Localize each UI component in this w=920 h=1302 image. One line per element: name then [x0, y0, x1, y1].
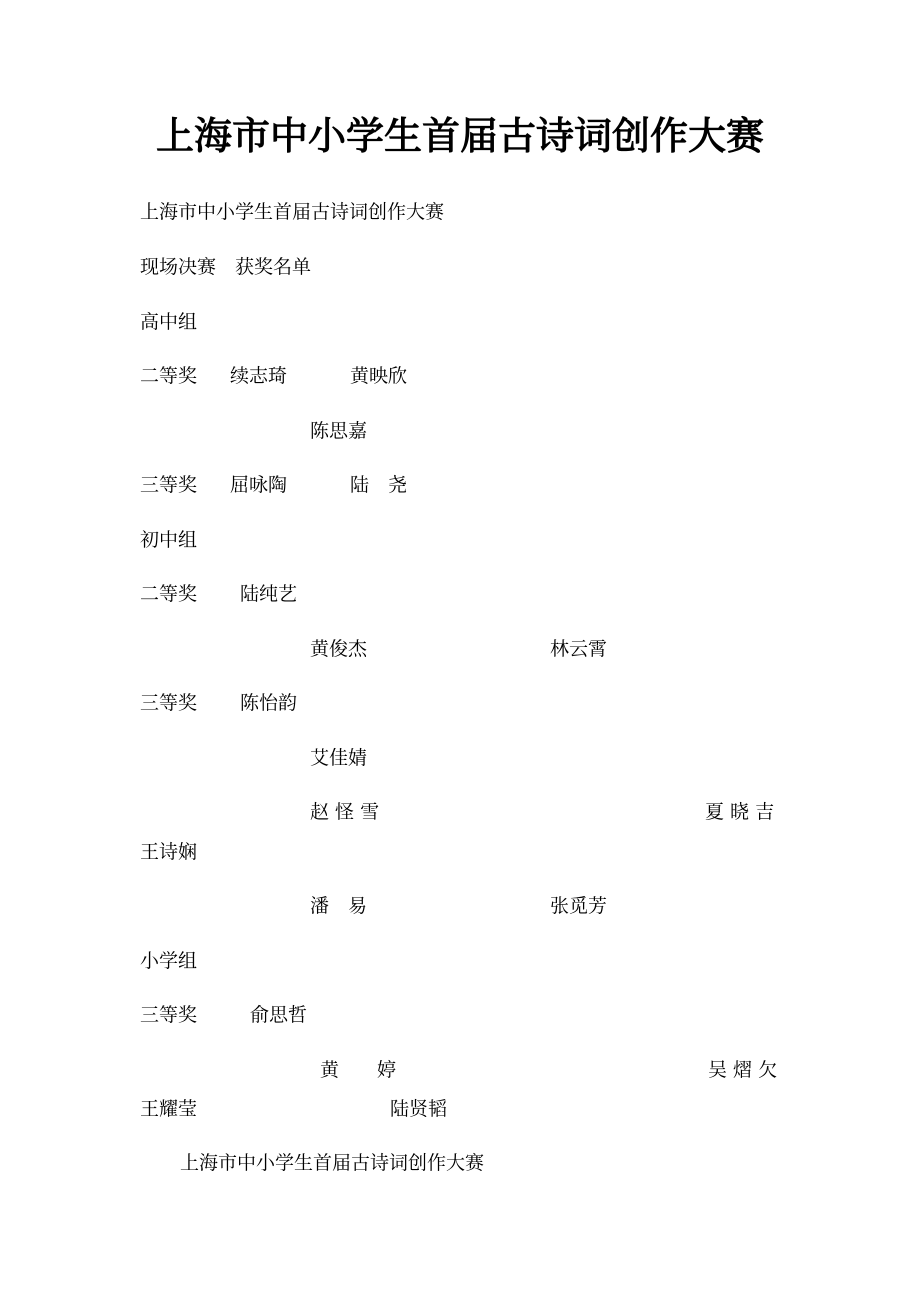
prize-label-third: 三等奖 [140, 692, 198, 714]
winner-name: 黄俊杰 [310, 638, 368, 660]
winner-name: 夏 晓 吉 [705, 801, 775, 823]
list-heading: 现场决赛 获奖名单 [140, 256, 312, 278]
winner-name: 艾佳婧 [310, 747, 368, 769]
winner-name: 王耀莹 [140, 1098, 198, 1120]
prize-label-second: 二等奖 [140, 583, 198, 605]
winner-name: 俞思哲 [250, 1004, 308, 1026]
prize-label-third: 三等奖 [140, 1004, 198, 1026]
winner-name: 张觅芳 [550, 895, 608, 917]
competition-name: 上海市中小学生首届古诗词创作大赛 [140, 201, 445, 223]
winner-name: 潘 易 [310, 895, 368, 917]
winner-name: 陆贤韬 [390, 1098, 448, 1120]
winner-name: 赵 怪 雪 [310, 801, 380, 823]
footer-text: 上海市中小学生首届古诗词创作大赛 [180, 1152, 485, 1174]
group-junior-high: 初中组 [140, 529, 198, 551]
winner-name: 陈怡韵 [240, 692, 298, 714]
group-primary: 小学组 [140, 950, 198, 972]
document-title: 上海市中小学生首届古诗词创作大赛 [155, 113, 764, 158]
winner-name: 林云霄 [550, 638, 608, 660]
winner-name: 陆 尧 [350, 474, 408, 496]
winner-name: 王诗娴 [140, 841, 198, 863]
winner-name: 陈思嘉 [310, 420, 368, 442]
winner-name: 吴 熠 欠 [708, 1059, 778, 1081]
winner-name: 黄映欣 [350, 365, 408, 387]
winner-name: 续志琦 [230, 365, 288, 387]
winner-name: 黄 婷 [320, 1059, 397, 1081]
winner-name: 屈咏陶 [230, 474, 288, 496]
prize-label-third: 三等奖 [140, 474, 198, 496]
group-senior-high: 高中组 [140, 311, 198, 333]
prize-label-second: 二等奖 [140, 365, 198, 387]
winner-name: 陆纯艺 [240, 583, 298, 605]
